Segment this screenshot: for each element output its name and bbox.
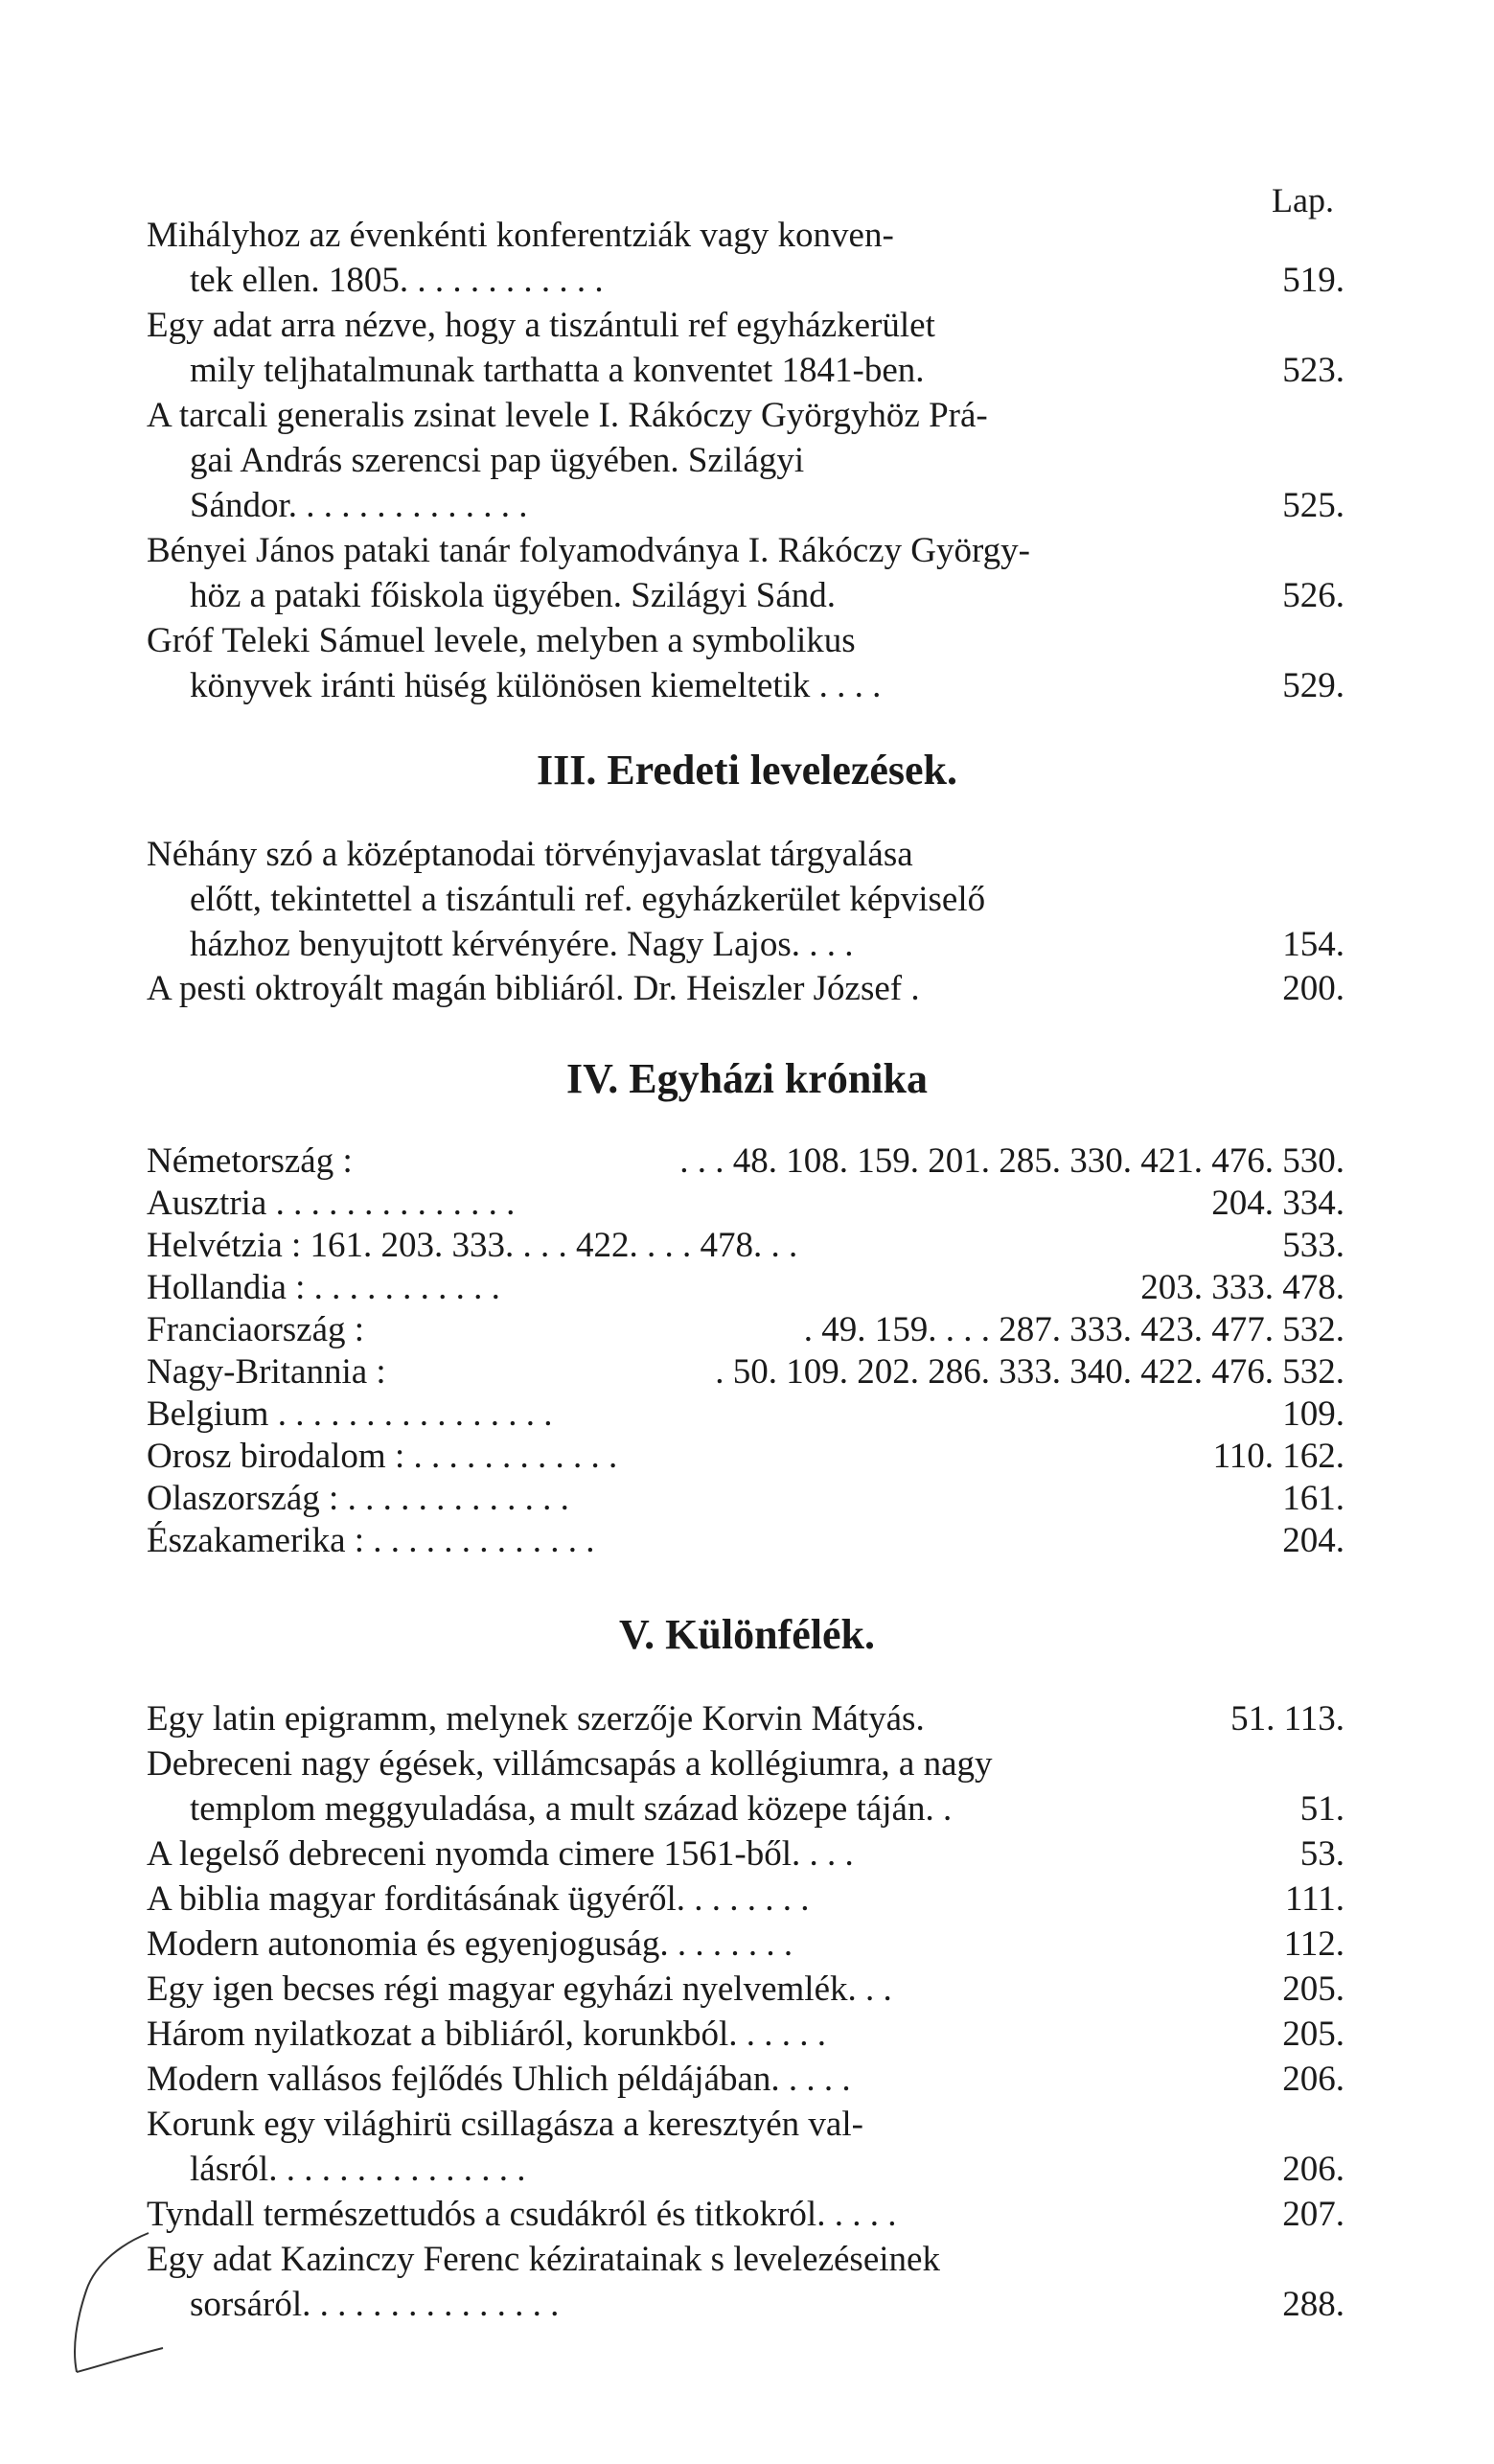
toc-entry [147, 618, 1345, 708]
page-number: 205. [1282, 1969, 1345, 2009]
country-label: Nagy-Britannia : [147, 1352, 386, 1392]
entry-line: Tyndall természettudós a csudákról és titkokról. . . . . [147, 2195, 897, 2234]
country-label: Helvétzia : 161. 203. 333. . . . 422. . . . 478. . . [147, 1226, 798, 1265]
entry-line: höz a pataki főiskola ügyében. Szilágyi Sánd. [190, 576, 837, 615]
toc-entry [147, 2057, 1345, 2102]
entry-line: A tarcali generalis zsinat levele I. Rákóczy Györgyhöz Prá- [147, 396, 988, 435]
entry-line: sorsáról. . . . . . . . . . . . . . . [190, 2285, 560, 2324]
toc-entry [147, 1696, 1345, 1741]
country-label: Hollandia : . . . . . . . . . . . [147, 1268, 500, 1307]
page-number: 206. [1282, 2060, 1345, 2099]
page-numbers: 533. [1282, 1226, 1345, 1265]
page-numbers: 204. [1282, 1521, 1345, 1560]
entry-line: Sándor. . . . . . . . . . . . . . [190, 486, 528, 525]
page-number: 51. [1299, 1789, 1345, 1829]
entry-line: Néhány szó a középtanodai törvényjavaslat tárgyalása [147, 835, 913, 874]
entry-line: A pesti oktroyált magán bibliáról. Dr. Heiszler József . [147, 969, 920, 1008]
entry-line: Modern vallásos fejlődés Uhlich példájában. . . . . [147, 2060, 851, 2099]
toc-entry [147, 1922, 1345, 1967]
section-title: V. Különfélék. [619, 1611, 875, 1658]
country-label: Franciaország : [147, 1310, 365, 1349]
entry-line: A legelső debreceni nyomda cimere 1561-ből. . . . [147, 1834, 854, 1874]
toc-entry [147, 1831, 1345, 1877]
entry-line: Egy adat arra nézve, hogy a tiszántuli ref egyházkerület [147, 306, 935, 345]
toc-entry [147, 2012, 1345, 2057]
entry-line: előtt, tekintettel a tiszántuli ref. egyházkerület képviselő [190, 880, 986, 919]
country-label: Orosz birodalom : . . . . . . . . . . . . [147, 1437, 618, 1476]
country-label: Északamerika : . . . . . . . . . . . . . [147, 1521, 595, 1560]
page-number: 51. 113. [1230, 1699, 1345, 1739]
toc-entry [147, 1967, 1345, 2012]
toc-entry [147, 2192, 1345, 2237]
country-label: Olaszország : . . . . . . . . . . . . . [147, 1479, 569, 1518]
toc-entry [147, 1741, 1345, 1831]
toc-entry [147, 528, 1345, 618]
page-numbers: 204. 334. [1211, 1184, 1345, 1223]
page-number: 112. [1283, 1924, 1345, 1964]
entry-line: tek ellen. 1805. . . . . . . . . . . . [190, 261, 604, 300]
toc-entry [147, 303, 1345, 393]
page-numbers: 110. 162. [1212, 1437, 1345, 1476]
toc-entry [147, 213, 1345, 303]
page-numbers: 203. 333. 478. [1140, 1268, 1345, 1307]
toc-entry [147, 1877, 1345, 1922]
page-number: 526. [1282, 576, 1345, 615]
toc-entry [147, 966, 1345, 1011]
page-number: 111. [1284, 1879, 1345, 1919]
country-label: Ausztria . . . . . . . . . . . . . . [147, 1184, 516, 1223]
entry-line: Bényei János pataki tanár folyamodványa I. Rákóczy György- [147, 531, 1030, 570]
toc-entry [147, 2102, 1345, 2192]
entry-line: gai András szerencsi pap ügyében. Szilágyi [190, 441, 805, 480]
entry-line: Egy igen becses régi magyar egyházi nyelvemlék. . . [147, 1969, 892, 2009]
entry-line: Korunk egy világhirü csillagásza a keresztyén val- [147, 2105, 863, 2144]
page-numbers: . 50. 109. 202. 286. 333. 340. 422. 476. 532. [715, 1352, 1345, 1392]
entry-line: Debreceni nagy égések, villámcsapás a kollégiumra, a nagy [147, 1744, 993, 1784]
entry-line: Három nyilatkozat a bibliáról, korunkból. . . . . . [147, 2015, 827, 2054]
page-number: 200. [1282, 969, 1345, 1008]
entry-line: Egy latin epigramm, melynek szerzője Korvin Mátyás. [147, 1699, 925, 1739]
page-numbers: . . . 48. 108. 159. 201. 285. 330. 421. 476. 530. [679, 1141, 1345, 1181]
page-number: 154. [1282, 925, 1345, 964]
page-number: 288. [1282, 2285, 1345, 2324]
page-numbers: 109. [1282, 1394, 1345, 1434]
entry-line: Gróf Teleki Sámuel levele, melyben a symbolikus [147, 621, 856, 660]
page-number: 523. [1282, 351, 1345, 390]
page-number: 205. [1282, 2015, 1345, 2054]
country-label: Németország : [147, 1141, 353, 1181]
toc-entry [147, 393, 1345, 528]
entry-line: könyvek iránti hüség különösen kiemeltetik . . . . [190, 666, 882, 705]
page-numbers: 161. [1282, 1479, 1345, 1518]
page-number: 53. [1299, 1834, 1345, 1874]
entry-line: Egy adat Kazinczy Ferenc kéziratainak s levelezéseinek [147, 2240, 940, 2279]
entry-line: Mihályhoz az évenkénti konferentziák vagy konven- [147, 216, 894, 255]
page-number: 529. [1282, 666, 1345, 705]
ink-scribble-mark [57, 2204, 172, 2377]
entry-line: templom meggyuladása, a mult század közepe táján. . [190, 1789, 953, 1829]
entry-line: mily teljhatalmunak tarthatta a konventet 1841-ben. [190, 351, 925, 390]
page-number: 207. [1282, 2195, 1345, 2234]
section-title: III. Eredeti levelezések. [536, 747, 958, 794]
entry-line: lásról. . . . . . . . . . . . . . . [190, 2150, 526, 2189]
page-column-header: Lap. [1272, 181, 1334, 219]
page-number: 525. [1282, 486, 1345, 525]
toc-entry [147, 2237, 1345, 2327]
country-label: Belgium . . . . . . . . . . . . . . . . [147, 1394, 553, 1434]
section-title: IV. Egyházi krónika [566, 1055, 928, 1102]
entry-line: A biblia magyar forditásának ügyéről. . . . . . . . [147, 1879, 810, 1919]
entry-line: Modern autonomia és egyenjoguság. . . . . . . . [147, 1924, 793, 1964]
page-number: 206. [1282, 2150, 1345, 2189]
entry-line: házhoz benyujtott kérvényére. Nagy Lajos. . . . [190, 925, 854, 964]
page-numbers: . 49. 159. . . . 287. 333. 423. 477. 532. [803, 1310, 1345, 1349]
page-number: 519. [1282, 261, 1345, 300]
toc-entry [147, 832, 1345, 967]
